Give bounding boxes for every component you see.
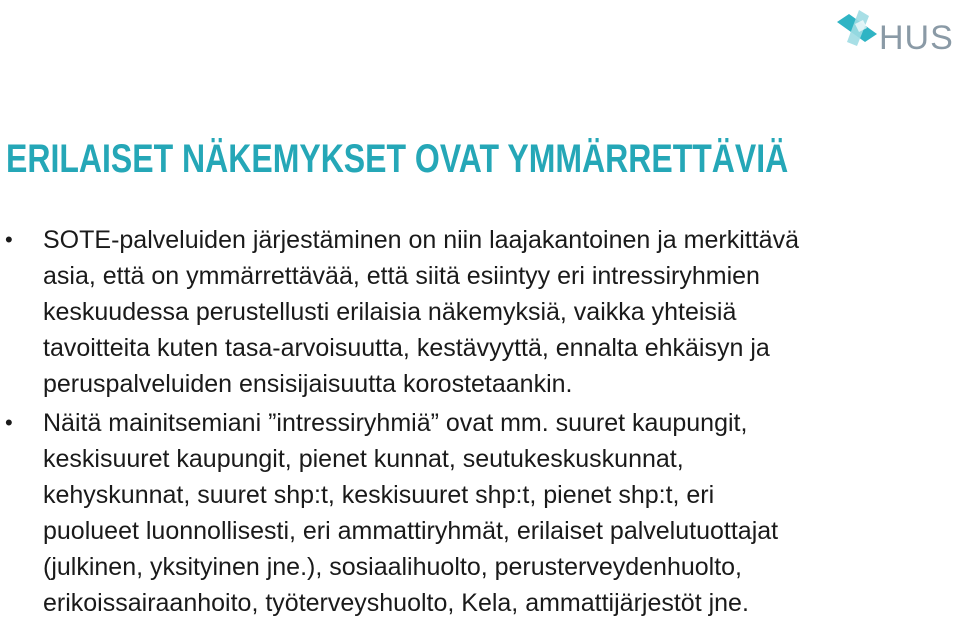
bullet-line: erikoissairaanhoito, työterveyshuolto, Kela, ammattijärjestöt jne. (43, 589, 749, 617)
bullet-line: keskuudessa perustellusti erilaisia näkemyksiä, vaikka yhteisiä (43, 298, 737, 326)
bullet-line: peruspalveluiden ensisijaisuutta korostetaankin. (43, 370, 573, 398)
bullet-dot-icon: • (5, 410, 13, 435)
bullet-line: Näitä mainitsemiani ”intressiryhmiä” ovat mm. suuret kaupungit, (43, 409, 748, 437)
bullet-line: asia, että on ymmärrettävää, että siitä esiintyy eri intressiryhmien (43, 262, 760, 290)
hus-logo (833, 8, 953, 58)
bullet-line: puolueet luonnollisesti, eri ammattiryhmät, erilaiset palvelutuottajat (43, 517, 779, 545)
bullet-line: (julkinen, yksityinen jne.), sosiaalihuolto, perusterveydenhuolto, (43, 553, 742, 581)
hus-cross-icon (833, 8, 881, 48)
bullet-item (0, 222, 959, 402)
bullet-line: tavoitteita kuten tasa-arvoisuutta, kestävyyttä, ennalta ehkäisyn ja (43, 334, 770, 362)
bullet-list (0, 222, 959, 624)
bullet-line: kehyskunnat, suuret shp:t, keskisuuret shp:t, pienet shp:t, eri (43, 481, 715, 509)
bullet-line: SOTE-palveluiden järjestäminen on niin laajakantoinen ja merkittävä (43, 226, 799, 254)
bullet-dot-icon: • (5, 227, 13, 252)
bullet-line: keskisuuret kaupungit, pienet kunnat, seutukeskuskunnat, (43, 445, 684, 473)
logo-text: HUS (879, 19, 954, 57)
slide-title: ERILAISET NÄKEMYKSET OVAT YMMÄRRETTÄVIÄ (6, 137, 789, 181)
bullet-item (0, 405, 959, 621)
